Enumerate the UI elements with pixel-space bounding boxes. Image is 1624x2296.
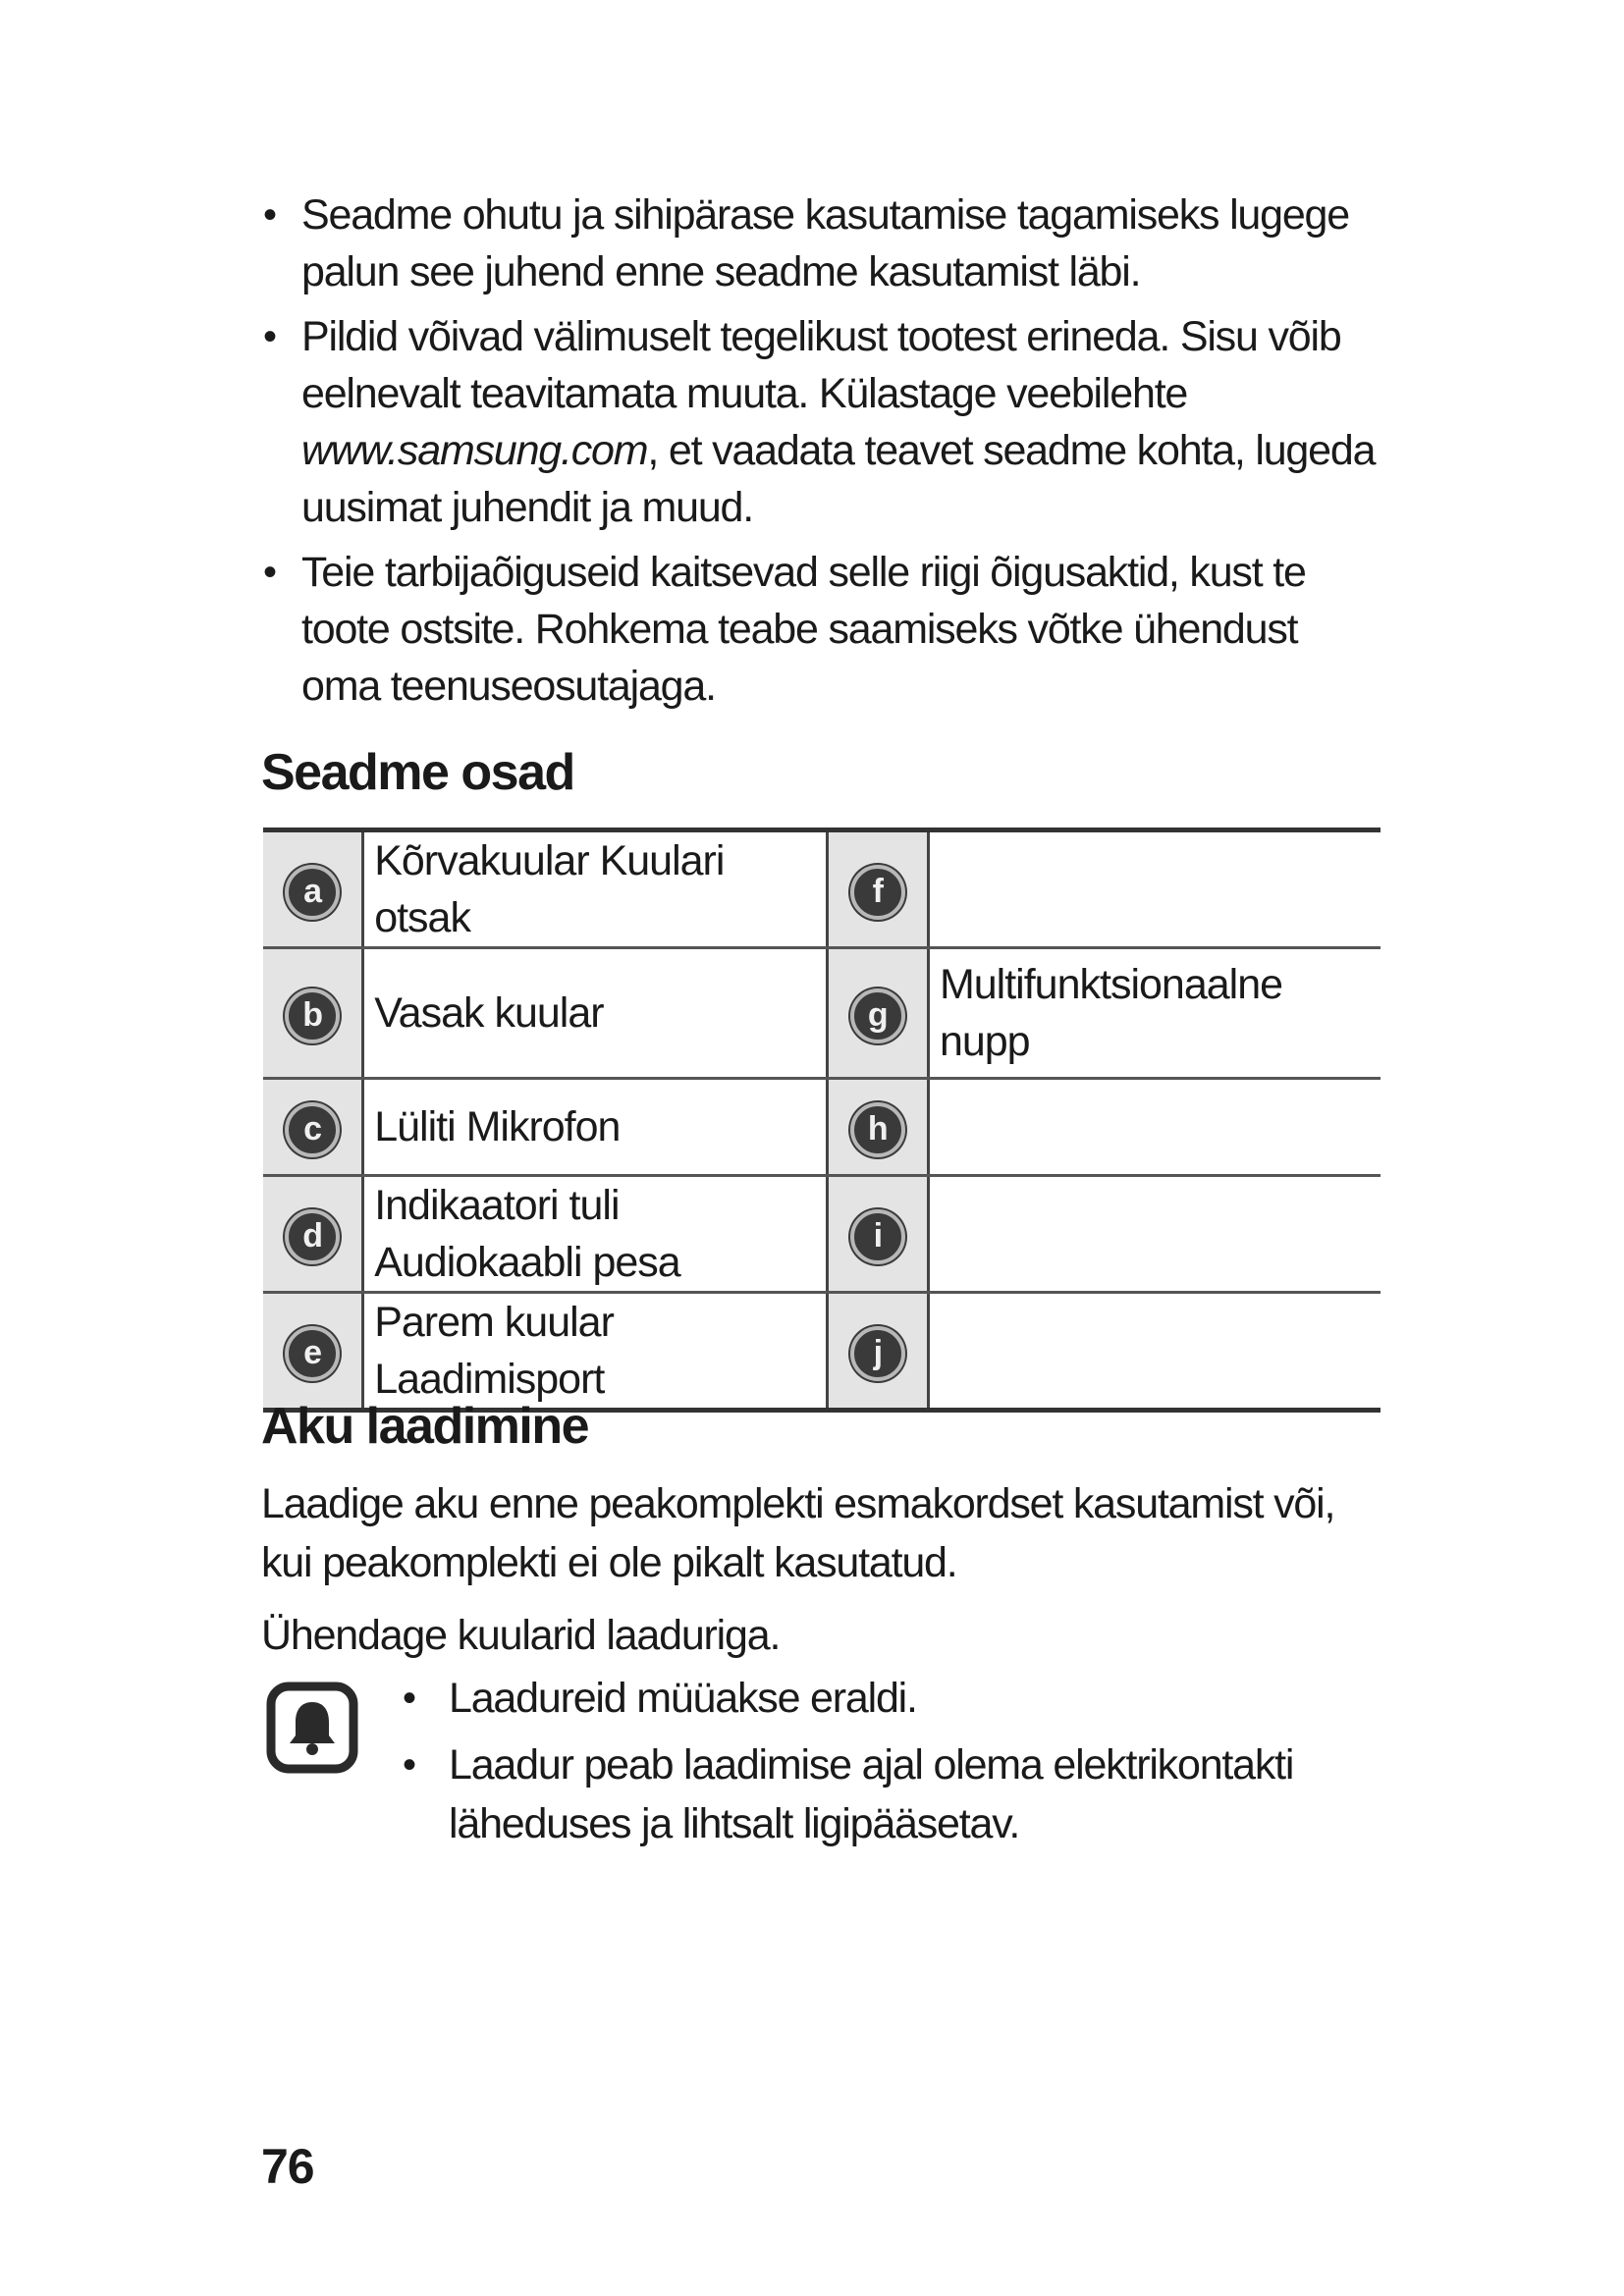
- note-text: Laadur peab laadimise ajal olema elektrikontakti läheduses ja lihtsalt ligipääsetav.: [449, 1741, 1294, 1847]
- charging-paragraph-2: Ühendage kuularid laaduriga.: [261, 1612, 781, 1659]
- part-letter-badge: d: [285, 1209, 340, 1264]
- part-marker-cell: [263, 948, 363, 1079]
- part-label: Indikaatori tuli Audiokaabli pesa: [363, 1176, 828, 1293]
- charging-notes-list: [403, 1669, 1384, 1861]
- part-marker-cell: [263, 1293, 363, 1411]
- section-title-battery-charging: Aku laadimine: [261, 1398, 589, 1455]
- part-letter-badge: i: [850, 1209, 905, 1264]
- part-marker-cell: [827, 1293, 928, 1411]
- part-letter-badge: h: [850, 1102, 905, 1157]
- part-marker-cell: [827, 1176, 928, 1293]
- part-marker-cell: [263, 830, 363, 948]
- bullet: •: [263, 551, 276, 594]
- part-letter-badge: e: [285, 1326, 340, 1381]
- table-row: [263, 1293, 1380, 1411]
- bell-notice-icon: [265, 1681, 359, 1775]
- intro-item-2-suffix: , et vaadata teavet seadme kohta, lugeda uusimat juhendit ja muud.: [301, 427, 1376, 531]
- table-row: [263, 1079, 1380, 1176]
- part-letter-badge: j: [850, 1326, 905, 1381]
- part-letter-badge: c: [285, 1102, 340, 1157]
- intro-bullet-list: [257, 187, 1386, 722]
- part-label: Parem kuular Laadimisport: [363, 1293, 828, 1411]
- intro-item-1-text: Seadme ohutu ja sihipärase kasutamise tagamiseks lugege palun see juhend enne seadme kasutamist läbi.: [301, 191, 1349, 295]
- intro-item-3-text: Teie tarbijaõiguseid kaitsevad selle riigi õigusaktid, kust te toote ostsite. Rohkema teabe saamiseks võtke ühendust oma teenuseosutajaga.: [301, 549, 1306, 710]
- section-title-device-parts: Seadme osad: [261, 744, 574, 801]
- intro-item-2-text: Pildid võivad välimuselt tegelikust tootest erineda. Sisu võib eelnevalt teavitamata muuta. Külastage veebilehte: [301, 313, 1341, 417]
- part-label: [928, 1079, 1380, 1176]
- charging-paragraph-1: Laadige aku enne peakomplekti esmakordset kasutamist või, kui peakomplekti ei ole pikalt kasutatud.: [261, 1480, 1335, 1586]
- note-item: [403, 1735, 1384, 1853]
- bullet: •: [263, 315, 276, 358]
- part-marker-cell: [827, 948, 928, 1079]
- note-text: Laadureid müüakse eraldi.: [449, 1675, 917, 1722]
- part-marker-cell: [263, 1176, 363, 1293]
- device-parts-table: [263, 828, 1380, 1413]
- part-label: Vasak kuular: [363, 948, 828, 1079]
- intro-item-1: [257, 187, 1386, 300]
- part-marker-cell: [827, 1079, 928, 1176]
- part-label: [928, 1293, 1380, 1411]
- part-label: [928, 1176, 1380, 1293]
- intro-item-2: [257, 308, 1386, 536]
- part-label: Multifunktsionaalne nupp: [928, 948, 1380, 1079]
- table-row: [263, 948, 1380, 1079]
- part-marker-cell: [263, 1079, 363, 1176]
- samsung-link[interactable]: www.samsung.com: [301, 427, 648, 474]
- part-label: [928, 830, 1380, 948]
- intro-item-3: [257, 544, 1386, 715]
- part-letter-badge: f: [850, 865, 905, 920]
- bullet: •: [403, 1743, 415, 1787]
- bullet: •: [263, 193, 276, 237]
- part-letter-badge: b: [285, 988, 340, 1043]
- part-label: Lüliti Mikrofon: [363, 1079, 828, 1176]
- note-item: [403, 1669, 1384, 1728]
- table-row: [263, 1176, 1380, 1293]
- table-row: [263, 830, 1380, 948]
- page-number: 76: [261, 2139, 314, 2194]
- part-marker-cell: [827, 830, 928, 948]
- bullet: •: [403, 1677, 415, 1720]
- part-letter-badge: g: [850, 988, 905, 1043]
- part-letter-badge: a: [285, 865, 340, 920]
- part-label: Kõrvakuular Kuulari otsak: [363, 830, 828, 948]
